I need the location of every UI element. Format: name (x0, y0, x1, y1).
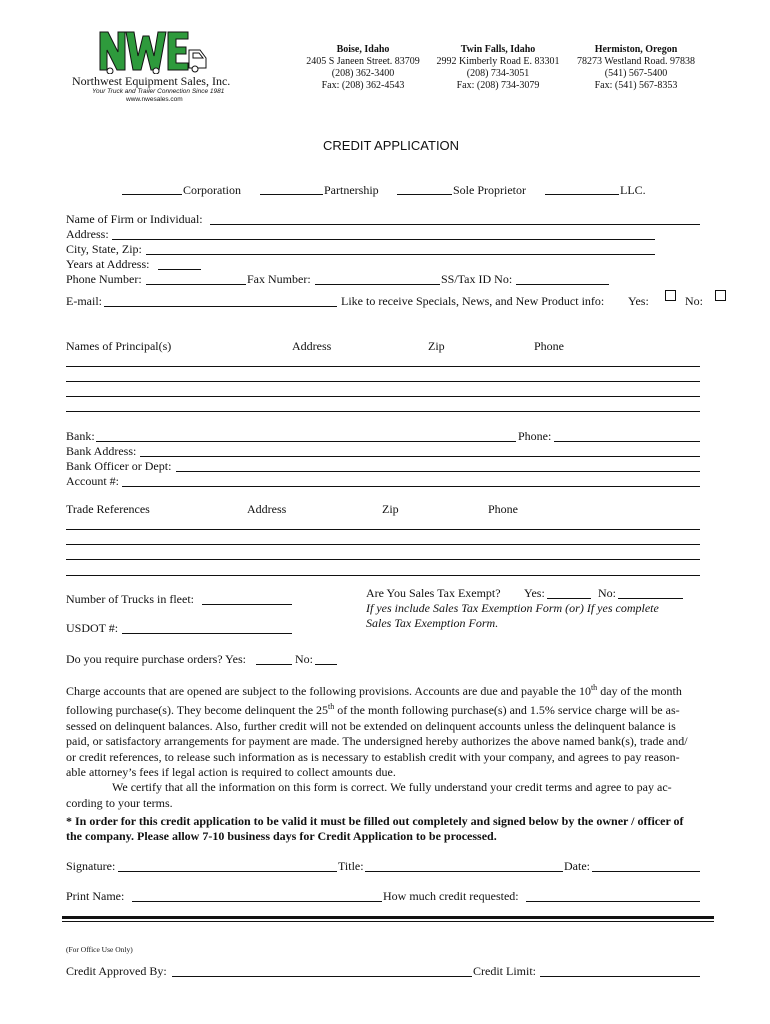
terms-superscript: th (590, 683, 598, 692)
office-street: 2992 Kimberly Road E. 83301 (436, 56, 560, 67)
years-at-address-label: Years at Address: (66, 257, 150, 271)
office-boise (297, 44, 429, 92)
firm-name-label: Name of Firm or Individual: (66, 212, 203, 226)
principals-header-phone: Phone (534, 339, 564, 353)
credit-limit-label: Credit Limit: (473, 964, 536, 978)
specials-yes-label: Yes: (628, 294, 649, 308)
office-city: Hermiston, Oregon (594, 44, 678, 55)
purchase-orders-yes-field[interactable] (256, 664, 292, 665)
llc-blank[interactable] (545, 194, 619, 195)
llc-label: LLC. (620, 183, 646, 197)
address-label: Address: (66, 227, 109, 241)
fax-number-label: Fax Number: (247, 272, 311, 286)
corporation-blank[interactable] (122, 194, 182, 195)
address-field[interactable] (112, 239, 655, 240)
principal-row-1[interactable] (66, 366, 700, 367)
terms-text: Charge accounts that are opened are subject to the following provisions. Accounts are due and payable the 10 (66, 684, 591, 698)
specials-yes-checkbox[interactable] (665, 290, 676, 301)
terms-text: day of the month (597, 684, 682, 698)
corporation-label: Corporation (183, 183, 241, 197)
sales-tax-exempt-yes-label: Yes: (524, 586, 545, 600)
office-phone: (541) 567-5400 (604, 68, 668, 79)
city-state-zip-label: City, State, Zip: (66, 242, 142, 256)
purchase-orders-no-label: No: (295, 652, 313, 666)
terms-text: following purchase(s). They become delinquent the 25 (66, 703, 329, 718)
sales-tax-exempt-label: Are You Sales Tax Exempt? (366, 586, 501, 600)
partnership-label: Partnership (324, 183, 379, 197)
firm-name-field[interactable] (210, 224, 700, 225)
office-street: 2405 S Janeen Street. 83709 (306, 56, 420, 67)
bank-officer-field[interactable] (176, 471, 700, 472)
principal-row-4[interactable] (66, 411, 700, 412)
principals-header-zip: Zip (428, 339, 445, 353)
terms-text: We certify that all the information on this form is correct. We fully understand your credit terms and agree to pay ac- (112, 780, 672, 795)
principals-header-address: Address (292, 339, 332, 353)
bank-address-field[interactable] (140, 456, 700, 457)
terms-text: or credit references, to release such information as is necessary to establish credit with your company, and agrees to pay reason- (66, 749, 680, 764)
trade-header-phone: Phone (488, 502, 518, 516)
print-name-field[interactable] (132, 901, 382, 902)
credit-requested-field[interactable] (526, 901, 700, 902)
company-logo (96, 26, 216, 74)
office-city: Boise, Idaho (336, 44, 390, 55)
office-twin-falls (430, 44, 566, 92)
sales-tax-exempt-no-label: No: (598, 586, 616, 600)
purchase-orders-label: Do you require purchase orders? Yes: (66, 652, 246, 666)
terms-text: sessed on delinquent balances. Also, further credit will not be extended on delinquent accounts unless the delinquent balance is (66, 718, 676, 733)
office-phone: (208) 734-3051 (466, 68, 530, 79)
sales-tax-exempt-no-field[interactable] (618, 598, 683, 599)
trade-row-2[interactable] (66, 544, 700, 545)
years-at-address-field[interactable] (158, 269, 201, 270)
office-use-label: (For Office Use Only) (66, 945, 133, 954)
tax-id-field[interactable] (516, 284, 609, 285)
bank-phone-field[interactable] (554, 441, 700, 442)
office-fax: Fax: (541) 567-8353 (594, 80, 678, 91)
credit-requested-label: How much credit requested: (383, 889, 519, 903)
bank-officer-label: Bank Officer or Dept: (66, 459, 172, 473)
office-fax: Fax: (208) 734-3079 (456, 80, 540, 91)
terms-superscript: th (328, 702, 335, 712)
office-hermiston (568, 44, 704, 92)
office-phone: (208) 362-3400 (331, 68, 395, 79)
credit-approved-field[interactable] (172, 976, 472, 977)
tax-id-label: SS/Tax ID No: (441, 272, 513, 286)
trade-row-4[interactable] (66, 575, 700, 576)
credit-limit-field[interactable] (540, 976, 700, 977)
principal-row-2[interactable] (66, 381, 700, 382)
usdot-label: USDOT #: (66, 621, 119, 635)
sales-tax-exempt-yes-field[interactable] (547, 598, 591, 599)
title-field[interactable] (365, 871, 563, 872)
terms-text: of the month following purchase(s) and 1.5% service charge will be as- (334, 703, 680, 718)
signature-field[interactable] (118, 871, 337, 872)
validity-notice (66, 814, 726, 845)
title-label: Title: (338, 859, 364, 873)
office-fax: Fax: (208) 362-4543 (321, 80, 405, 91)
signature-label: Signature: (66, 859, 116, 873)
trade-row-3[interactable] (66, 559, 700, 560)
specials-no-label: No: (685, 294, 703, 308)
notice-text: the company. Please allow 7-10 business days for Credit Application to be processed. (66, 829, 497, 844)
print-name-label: Print Name: (66, 889, 125, 903)
credit-approved-label: Credit Approved By: (66, 964, 167, 978)
trade-header-references: Trade References (66, 502, 150, 516)
page-title: CREDIT APPLICATION (323, 138, 460, 153)
company-tagline: Your Truck and Trailer Connection Since 1981 (92, 88, 225, 95)
trade-row-1[interactable] (66, 529, 700, 530)
sole-proprietor-blank[interactable] (397, 194, 452, 195)
specials-label: Like to receive Specials, News, and New Product info: (341, 294, 605, 308)
account-field[interactable] (122, 486, 700, 487)
bank-phone-label: Phone: (518, 429, 552, 443)
city-state-zip-field[interactable] (146, 254, 655, 255)
sales-tax-exempt-note: Sales Tax Exemption Form. (366, 616, 499, 630)
purchase-orders-no-field[interactable] (315, 664, 337, 665)
phone-number-label: Phone Number: (66, 272, 142, 286)
phone-number-field[interactable] (146, 284, 246, 285)
bank-address-label: Bank Address: (66, 444, 137, 458)
email-label: E-mail: (66, 294, 102, 308)
trucks-in-fleet-label: Number of Trucks in fleet: (66, 592, 194, 606)
credit-terms-paragraph (66, 680, 716, 811)
sales-tax-exempt-note: If yes include Sales Tax Exemption Form (or) If yes complete (366, 601, 659, 615)
office-use-divider-thin (62, 921, 714, 922)
principals-header-names: Names of Principal(s) (66, 339, 172, 353)
usdot-field[interactable] (122, 633, 292, 634)
office-street: 78273 Westland Road. 97838 (577, 56, 695, 67)
terms-text: paid, or satisfactory arrangements for payment are made. The undersigned hereby authorizes the above named bank(s), trade and/ (66, 734, 688, 749)
company-website: www.nwesales.com (126, 96, 183, 103)
trade-header-zip: Zip (382, 502, 399, 516)
bank-field[interactable] (96, 441, 516, 442)
bank-label: Bank: (66, 429, 95, 443)
trucks-in-fleet-field[interactable] (202, 604, 292, 605)
notice-text: * In order for this credit application to be valid it must be filled out completely and signed below by the owner / officer of (66, 814, 684, 828)
date-label: Date: (564, 859, 590, 873)
email-field[interactable] (104, 306, 337, 307)
sole-proprietor-label: Sole Proprietor (453, 183, 526, 197)
truck-logo-icon (96, 26, 216, 74)
office-city: Twin Falls, Idaho (460, 44, 536, 55)
office-use-divider (62, 916, 714, 919)
principal-row-3[interactable] (66, 396, 700, 397)
fax-number-field[interactable] (315, 284, 440, 285)
specials-no-checkbox[interactable] (715, 290, 726, 301)
terms-text: cording to your terms. (66, 795, 173, 810)
terms-text: able attorney’s fees if legal action is required to collect amounts due. (66, 765, 396, 780)
account-label: Account #: (66, 474, 119, 488)
date-field[interactable] (592, 871, 700, 872)
company-name: Northwest Equipment Sales, Inc. (72, 74, 231, 88)
partnership-blank[interactable] (260, 194, 323, 195)
trade-header-address: Address (247, 502, 287, 516)
